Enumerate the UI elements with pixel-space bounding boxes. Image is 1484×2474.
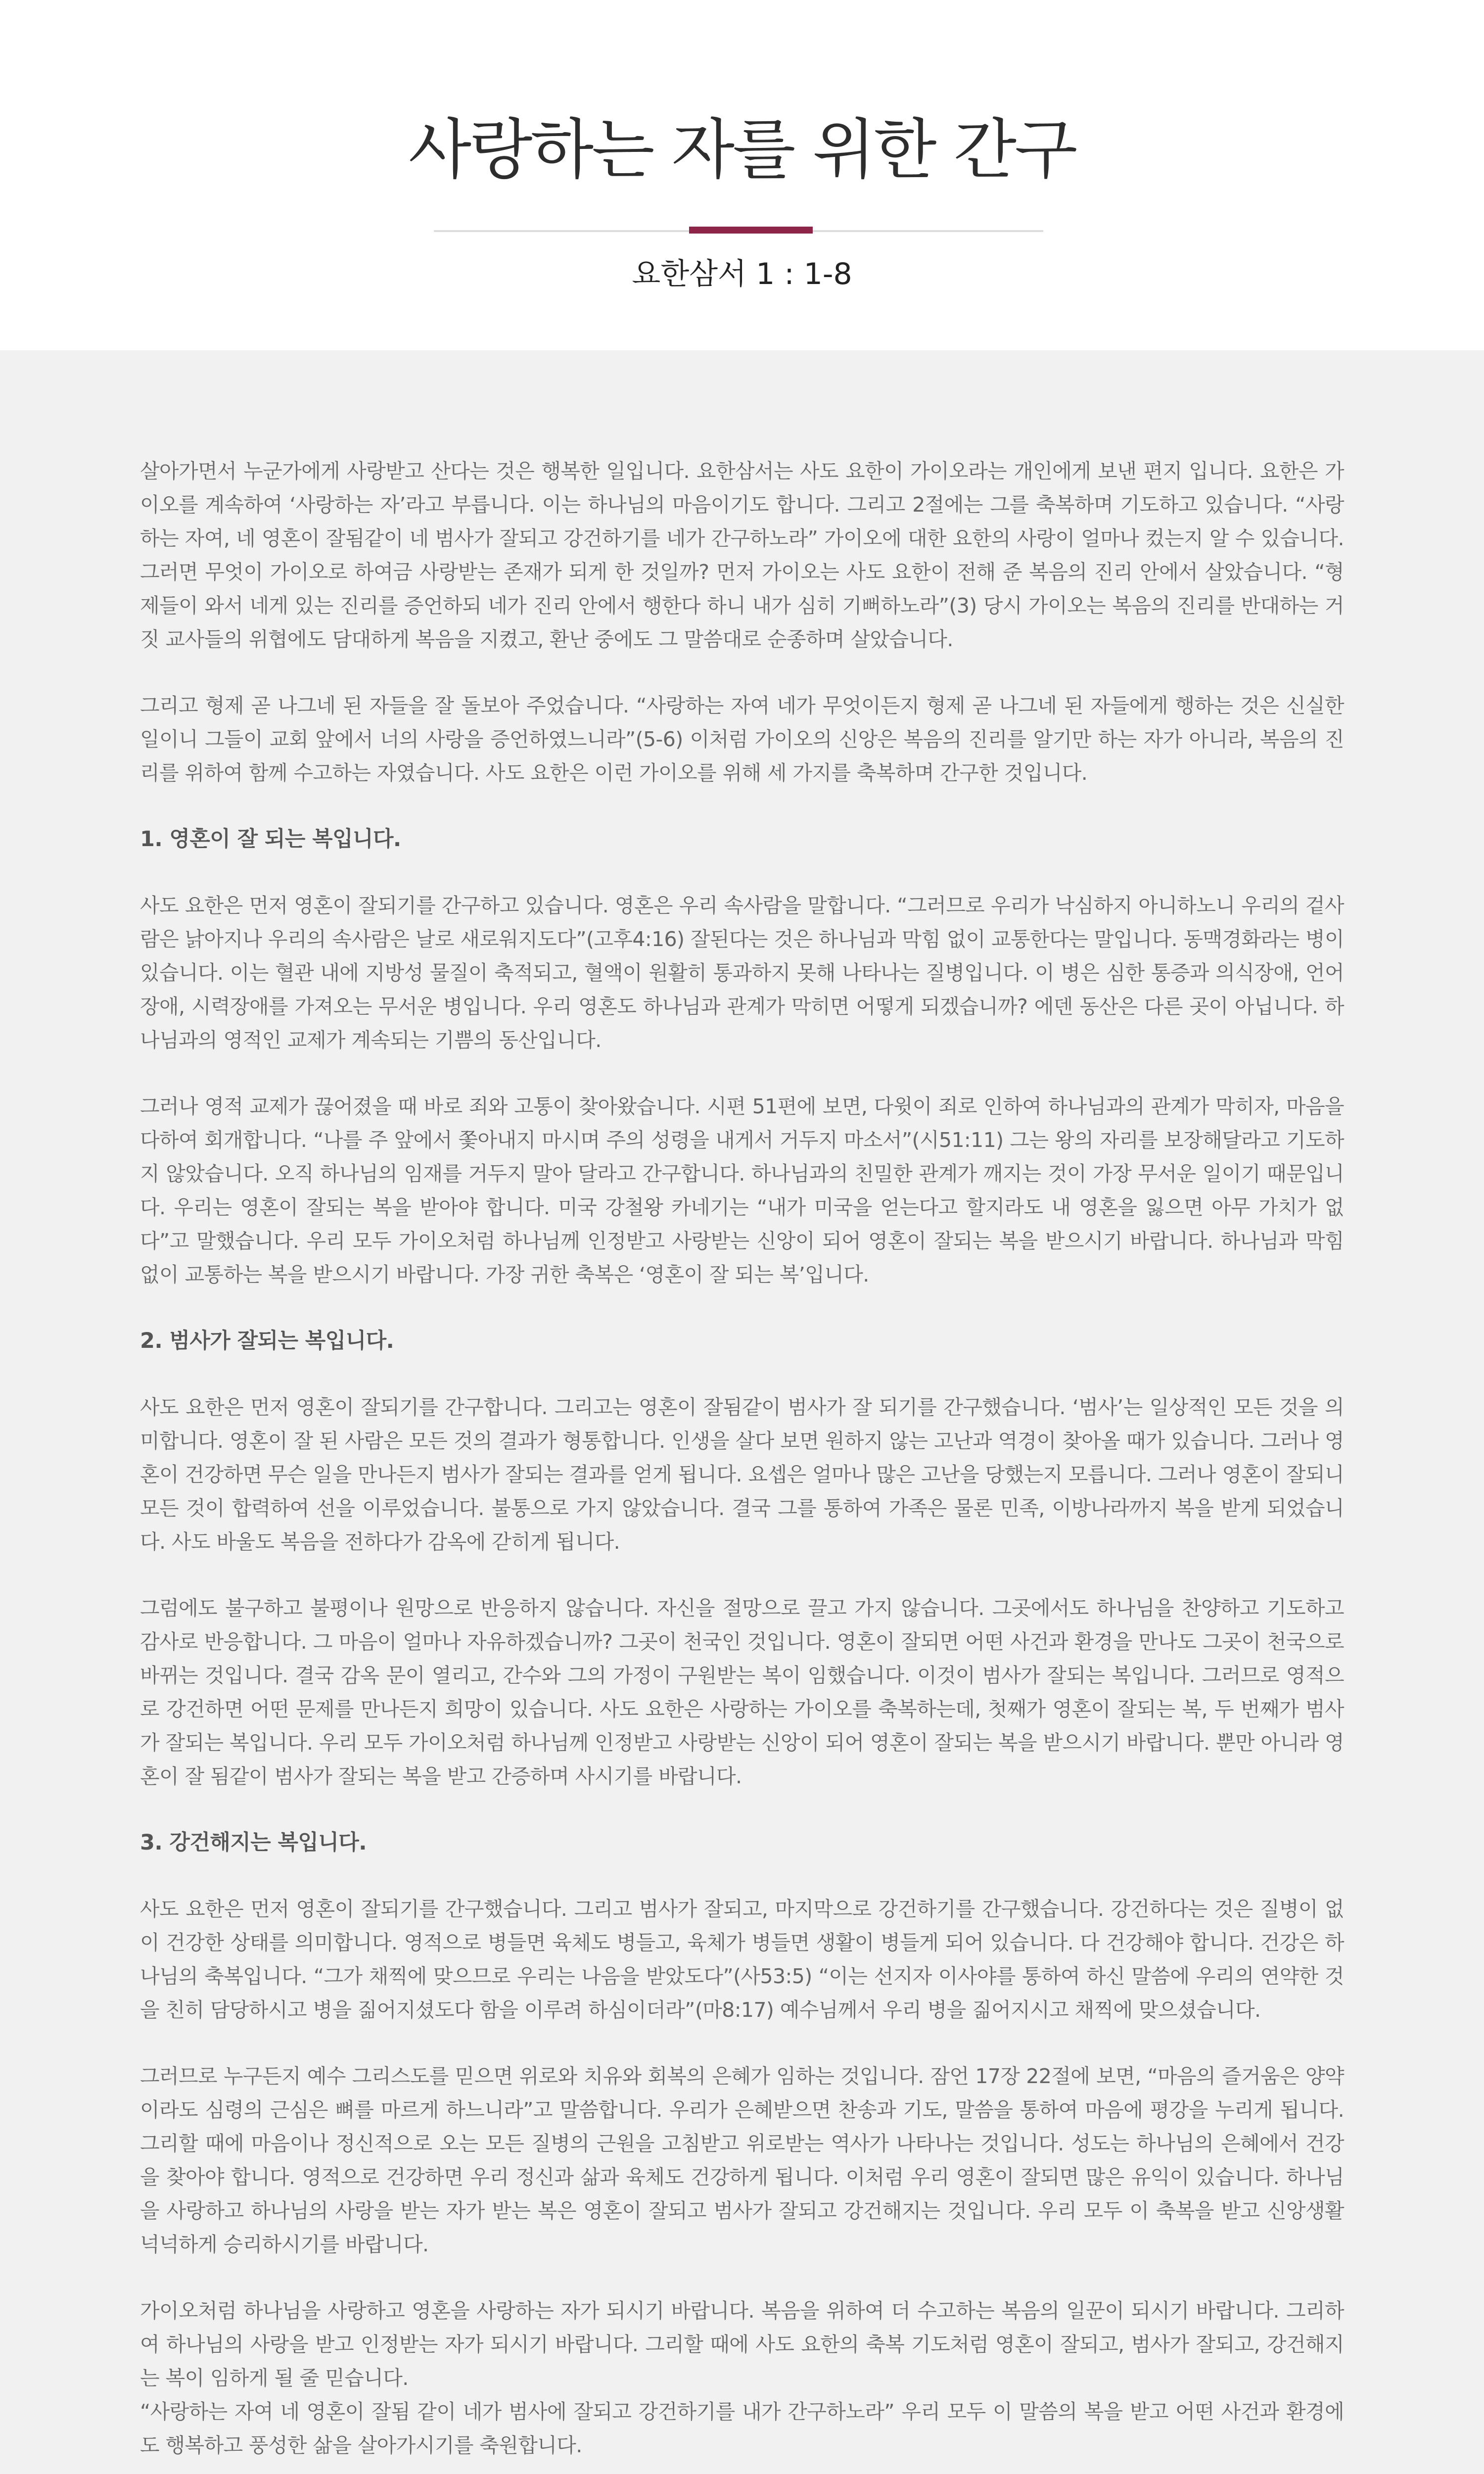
sermon-body	[140, 454, 1344, 2474]
paragraph: 그럼에도 불구하고 불평이나 원망으로 반응하지 않습니다. 자신을 절망으로 끌고 가지 않습니다. 그곳에서도 하나님을 찬양하고 기도하고 감사로 반응합니다. 그 마음이 얼마나 자유하겠습니까? 그곳이 천국인 것입니다. 영혼이 잘되면 어떤 사건과 환경을 만나도 그곳이 천국으로 바뀌는 것입니다. 결국 감옥 문이 열리고, 간수와 그의 가정이 구원받는 복이 임했습니다. 이것이 범사가 잘되는 복입니다. 그러므로 영적으로 강건하면 어떤 문제를 만나든지 희망이 있습니다. 사도 요한은 사랑하는 가이오를 축복하는데, 첫째가 영혼이 잘되는 복, 두 번째가 범사가 잘되는 복입니다. 우리 모두 가이오처럼 하나님께 인정받고 사랑받는 신앙이 되어 영혼이 잘되는 복을 받으시기 바랍니다. 뿐만 아니라 영혼이 잘 됨같이 범사가 잘되는 복을 받고 간증하며 사시기를 바랍니다.	[140, 1596, 1344, 1788]
paragraph: 그리고 형제 곧 나그네 된 자들을 잘 돌보아 주었습니다. “사랑하는 자여 네가 무엇이든지 형제 곧 나그네 된 자들에게 행하는 것은 신실한 일이니 그들이 교회 앞에서 너의 사랑을 증언하였느니라”(5-6) 이처럼 가이오의 신앙은 복음의 진리를 알기만 하는 자가 아니라, 복음의 진리를 위하여 함께 수고하는 자였습니다. 사도 요한은 이런 가이오를 위해 세 가지를 축복하며 간구한 것입니다.	[140, 694, 1344, 785]
section-heading: 2. 범사가 잘되는 복입니다.	[140, 1329, 394, 1353]
section-heading: 3. 강건해지는 복입니다.	[140, 1830, 367, 1855]
paragraph: 그러나 영적 교제가 끊어졌을 때 바로 죄와 고통이 찾아왔습니다. 시편 51편에 보면, 다윗이 죄로 인하여 하나님과의 관계가 막히자, 마음을 다하여 회개합니다. “나를 주 앞에서 쫓아내지 마시며 주의 성령을 내게서 거두지 마소서”(시51:11) 그는 왕의 자리를 보장해달라고 기도하지 않았습니다. 오직 하나님의 임재를 거두지 말아 달라고 간구합니다. 하나님과의 친밀한 관계가 깨지는 것이 가장 무서운 일이기 때문입니다. 우리는 영혼이 잘되는 복을 받아야 합니다. 미국 강철왕 카네기는 “내가 미국을 얻는다고 할지라도 내 영혼을 잃으면 아무 가치가 없다”고 말했습니다. 우리 모두 가이오처럼 하나님께 인정받고 사랑받는 신앙이 되어 영혼이 잘되는 복을 받으시기 바랍니다. 하나님과 막힘 없이 교통하는 복을 받으시기 바랍니다. 가장 귀한 축복은 ‘영혼이 잘 되는 복’입니다.	[140, 1094, 1344, 1286]
sermon-title: 사랑하는 자를 위한 간구	[408, 112, 1076, 188]
paragraph: 사도 요한은 먼저 영혼이 잘되기를 간구합니다. 그리고는 영혼이 잘됨같이 범사가 잘 되기를 간구했습니다. ‘범사’는 일상적인 모든 것을 의미합니다. 영혼이 잘 된 사람은 모든 것의 결과가 형통합니다. 인생을 살다 보면 원하지 않는 고난과 역경이 찾아올 때가 있습니다. 그러나 영혼이 건강하면 무슨 일을 만나든지 범사가 잘되는 결과를 얻게 됩니다. 요셉은 얼마나 많은 고난을 당했는지 모릅니다. 그러나 영혼이 잘되니 모든 것이 합력하여 선을 이루었습니다. 불통으로 가지 않았습니다. 결국 그를 통하여 가족은 물론 민족, 이방나라까지 복을 받게 되었습니다. 사도 바울도 복음을 전하다가 감옥에 갇히게 됩니다.	[140, 1395, 1344, 1554]
paragraph: 살아가면서 누군가에게 사랑받고 산다는 것은 행복한 일입니다. 요한삼서는 사도 요한이 가이오라는 개인에게 보낸 편지 입니다. 요한은 가이오를 계속하여 ‘사랑하는 자’라고 부릅니다. 이는 하나님의 마음이기도 합니다. 그리고 2절에는 그를 축복하며 기도하고 있습니다. “사랑하는 자여, 네 영혼이 잘됨같이 네 범사가 잘되고 강건하기를 네가 간구하노라” 가이오에 대한 요한의 사랑이 얼마나 컸는지 알 수 있습니다. 그러면 무엇이 가이오로 하여금 사랑받는 존재가 되게 한 것일까? 먼저 가이오는 사도 요한이 전해 준 복음의 진리 안에서 살았습니다. “형제들이 와서 네게 있는 진리를 증언하되 네가 진리 안에서 행한다 하니 내가 심히 기뻐하노라”(3) 당시 가이오는 복음의 진리를 반대하는 거짓 교사들의 위협에도 담대하게 복음을 지켰고, 환난 중에도 그 말씀대로 순종하며 살았습니다.	[140, 459, 1344, 651]
paragraph: 그러므로 누구든지 예수 그리스도를 믿으면 위로와 치유와 회복의 은혜가 임하는 것입니다. 잠언 17장 22절에 보면, “마음의 즐거움은 양약이라도 심령의 근심은 뼈를 마르게 하느니라”고 말씀합니다. 우리가 은혜받으면 찬송과 기도, 말씀을 통하여 마음에 평강을 누리게 됩니다. 그리할 때에 마음이나 정신적으로 오는 모든 질병의 근원을 고침받고 위로받는 역사가 나타나는 것입니다. 성도는 하나님의 은혜에서 건강을 찾아야 합니다. 영적으로 건강하면 우리 정신과 삶과 육체도 건강하게 됩니다. 이처럼 우리 영혼이 잘되면 많은 유익이 있습니다. 하나님을 사랑하고 하나님의 사랑을 받는 자가 받는 복은 영혼이 잘되고 범사가 잘되고 강건해지는 것입니다. 우리 모두 이 축복을 받고 신앙생활 넉넉하게 승리하시기를 바랍니다.	[140, 2064, 1344, 2256]
paragraph: 사도 요한은 먼저 영혼이 잘되기를 간구했습니다. 그리고 범사가 잘되고, 마지막으로 강건하기를 간구했습니다. 강건하다는 것은 질병이 없이 건강한 상태를 의미합니다. 영적으로 병들면 육체도 병들고, 육체가 병들면 생활이 병들게 되어 있습니다. 다 건강해야 합니다. 건강은 하나님의 축복입니다. “그가 채찍에 맞으므로 우리는 나음을 받았도다”(사53:5) “이는 선지자 이사야를 통하여 하신 말씀에 우리의 연약한 것을 친히 담당하시고 병을 짊어지셨도다 함을 이루려 하심이더라”(마8:17) 예수님께서 우리 병을 짊어지시고 채찍에 맞으셨습니다.	[140, 1897, 1344, 2022]
paragraph: 사도 요한은 먼저 영혼이 잘되기를 간구하고 있습니다. 영혼은 우리 속사람을 말합니다. “그러므로 우리가 낙심하지 아니하노니 우리의 겉사람은 낡아지나 우리의 속사람은 날로 새로워지도다”(고후4:16) 잘된다는 것은 하나님과 막힘 없이 교통한다는 말입니다. 동맥경화라는 병이 있습니다. 이는 혈관 내에 지방성 물질이 축적되고, 혈액이 원활히 통과하지 못해 나타나는 질병입니다. 이 병은 심한 통증과 의식장애, 언어장애, 시력장애를 가져오는 무서운 병입니다. 우리 영혼도 하나님과 관계가 막히면 어떻게 되겠습니까? 에덴 동산은 다른 곳이 아닙니다. 하나님과의 영적인 교제가 계속되는 기쁨의 동산입니다.	[140, 894, 1344, 1052]
section-heading: 1. 영혼이 잘 되는 복입니다.	[140, 827, 401, 852]
title-divider-accent	[689, 227, 813, 234]
paragraph: 가이오처럼 하나님을 사랑하고 영혼을 사랑하는 자가 되시기 바랍니다. 복음을 위하여 더 수고하는 복음의 일꾼이 되시기 바랍니다. 그리하여 하나님의 사랑을 받고 인정받는 자가 되시기 바랍니다. 그리할 때에 사도 요한의 축복 기도처럼 영혼이 잘되고, 범사가 잘되고, 강건해지는 복이 임하게 될 줄 믿습니다. “사랑하는 자여 네 영혼이 잘됨 같이 네가 범사에 잘되고 강건하기를 내가 간구하노라” 우리 모두 이 말씀의 복을 받고 어떤 사건과 환경에도 행복하고 풍성한 삶을 살아가시기를 축원합니다.	[140, 2299, 1344, 2457]
scripture-reference: 요한삼서 1 : 1-8	[632, 257, 852, 291]
header	[0, 0, 1484, 350]
